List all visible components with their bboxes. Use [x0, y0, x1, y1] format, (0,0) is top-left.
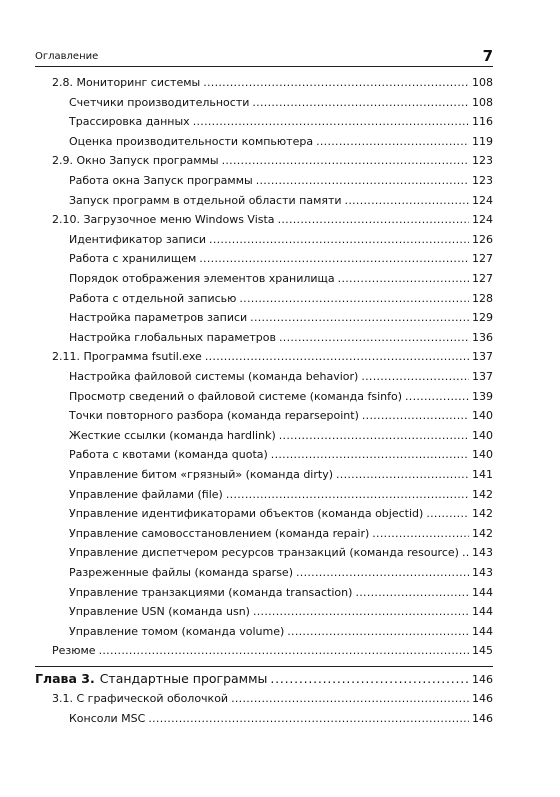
toc-entry-page: 124	[472, 213, 493, 227]
toc-entry-title: Управление диспетчером ресурсов транзакций (команда resource)	[69, 546, 459, 560]
toc-dot-leader	[252, 96, 469, 109]
toc-dot-leader	[279, 429, 469, 442]
toc-entry-page: 127	[472, 252, 493, 266]
toc-dot-leader	[203, 76, 469, 89]
toc-entry-title: Консоли MSC	[69, 711, 146, 725]
toc-entry-page: 129	[472, 311, 493, 325]
toc-entry[interactable]	[69, 712, 493, 732]
toc-entry[interactable]	[69, 507, 493, 527]
toc-entry[interactable]	[69, 252, 493, 272]
toc-dot-leader	[270, 671, 469, 686]
toc-entry[interactable]	[69, 233, 493, 253]
toc-entry[interactable]	[69, 135, 493, 155]
toc-entry-title: Настройка параметров записи	[69, 311, 248, 325]
toc-entry-title: Разреженные файлы (команда sparse)	[69, 566, 293, 579]
toc-entry-page: 144	[472, 585, 493, 599]
toc-entry[interactable]	[52, 154, 493, 174]
toc-entry-page: 136	[472, 330, 493, 344]
toc-entry-page: 126	[472, 232, 493, 246]
toc-entry-title: Просмотр сведений о файловой системе (команда fsinfo)	[69, 389, 402, 403]
toc-dot-leader	[253, 605, 469, 618]
toc-dot-leader	[239, 292, 469, 305]
toc-entry[interactable]	[69, 625, 493, 645]
toc-entry-page: 139	[472, 389, 493, 403]
toc-entry-title: 2.9. Окно Запуск программы	[52, 154, 219, 168]
toc-entry[interactable]	[52, 644, 493, 664]
toc-entry-title: Управление самовосстановлением (команда repair)	[69, 526, 370, 540]
toc-entry[interactable]	[69, 488, 493, 508]
toc-dot-leader	[287, 625, 469, 638]
toc-dot-leader	[405, 390, 469, 403]
toc-entry-page: 141	[472, 468, 493, 481]
toc-entry-page: 140	[472, 428, 493, 442]
toc-entry-title: Работа с квотами (команда quota)	[69, 448, 268, 462]
toc-entry-page: 140	[472, 448, 493, 462]
toc-entry-page: 140	[472, 409, 493, 423]
toc-dot-leader	[99, 644, 469, 657]
toc-entry-page: 146	[472, 692, 493, 705]
header-page-number: 7	[482, 47, 493, 65]
toc-entry[interactable]	[69, 409, 493, 429]
toc-dot-leader	[205, 350, 469, 363]
toc-dot-leader	[193, 115, 469, 128]
toc-entry[interactable]	[69, 605, 493, 625]
toc-entry-title: Счетчики производительности	[69, 95, 250, 109]
toc-entry-title: Жесткие ссылки (команда hardlink)	[69, 428, 276, 442]
toc-entry[interactable]	[69, 527, 493, 547]
toc-entry[interactable]	[69, 311, 493, 331]
toc-entry-title: Точки повторного разбора (команда reparsepoint)	[69, 409, 359, 423]
toc-entry-title: 3.1. С графической оболочкой	[52, 692, 229, 705]
chapter-title: Стандартные программы	[99, 671, 268, 686]
toc-entry[interactable]	[69, 272, 493, 292]
toc-entry-page: 116	[472, 115, 493, 129]
toc-entry-title: Управление идентификаторами объектов (команда objectid)	[69, 507, 424, 521]
toc-entry-title: Управление битом «грязный» (команда dirty)	[69, 468, 333, 481]
toc-dot-leader	[209, 233, 469, 246]
toc-dot-leader	[462, 546, 469, 559]
toc-entry-title: Работа с отдельной записью	[69, 291, 237, 305]
toc-entry[interactable]	[69, 468, 493, 488]
toc-dot-leader	[338, 272, 469, 285]
toc-entry-title: Настройка глобальных параметров	[69, 330, 276, 344]
toc-entry-page: 143	[472, 566, 493, 579]
toc-entry[interactable]	[69, 448, 493, 468]
toc-entry[interactable]	[69, 390, 493, 410]
toc-entry[interactable]	[52, 76, 493, 96]
toc-entry-page: 143	[472, 546, 493, 560]
toc-entry[interactable]	[69, 292, 493, 312]
toc-entry-page: 123	[472, 154, 493, 168]
toc-entry[interactable]	[69, 566, 493, 586]
toc-entry-page: 124	[472, 193, 493, 207]
toc-entry-page: 146	[472, 711, 493, 725]
toc-entry-page: 108	[472, 76, 493, 89]
toc-dot-leader	[355, 586, 469, 599]
chapter-page: 146	[472, 673, 493, 686]
toc-dot-leader	[199, 252, 469, 265]
toc-entry-title: Управление томом (команда volume)	[69, 624, 285, 638]
toc-dot-leader	[256, 174, 469, 187]
toc-entry-title: Управление файлами (file)	[69, 487, 223, 501]
toc-chapter-entry[interactable]	[35, 671, 493, 691]
toc-entry[interactable]	[69, 174, 493, 194]
toc-entry-page: 142	[472, 526, 493, 540]
toc-dot-leader	[296, 566, 469, 579]
toc-entry-title: Порядок отображения элементов хранилища	[69, 272, 335, 285]
toc-entry-title: Трассировка данных	[69, 115, 190, 129]
toc-entry-page: 142	[472, 487, 493, 501]
toc-dot-leader	[271, 448, 469, 461]
toc-entry-title: Управление транзакциями (команда transaction)	[69, 585, 353, 599]
toc-entry[interactable]	[52, 692, 493, 712]
toc-entry-page: 137	[472, 370, 493, 383]
toc-entry[interactable]	[69, 194, 493, 214]
toc-dot-leader	[226, 488, 469, 501]
page-header	[35, 44, 493, 67]
toc-entry[interactable]	[69, 331, 493, 351]
chapter-label: Глава 3.	[35, 671, 95, 686]
toc-entry-title: Настройка файловой системы (команда behavior)	[69, 370, 359, 383]
toc-entry-title: Управление USN (команда usn)	[69, 605, 250, 619]
toc-dot-leader	[250, 311, 469, 324]
toc-entry-page: 128	[472, 291, 493, 305]
toc-dot-leader	[279, 331, 469, 344]
toc-entry[interactable]	[69, 115, 493, 135]
toc-entry-title: Идентификатор записи	[69, 232, 207, 246]
toc-entry[interactable]	[69, 370, 493, 390]
toc-entry-page: 108	[472, 95, 493, 109]
toc-dot-leader	[231, 692, 469, 705]
toc-entry[interactable]	[69, 96, 493, 116]
toc-dot-leader	[278, 213, 469, 226]
toc-entry-page: 123	[472, 174, 493, 187]
toc-entry-page: 142	[472, 507, 493, 521]
toc-dot-leader	[426, 507, 469, 520]
toc-entry-title: Резюме	[52, 644, 96, 658]
toc-dot-leader	[148, 712, 469, 725]
toc-entry-title: 2.10. Загрузочное меню Windows Vista	[52, 213, 275, 227]
toc-entry[interactable]	[69, 586, 493, 606]
header-title: Оглавление	[35, 51, 99, 62]
toc-dot-leader	[361, 370, 469, 383]
toc-entry-page: 144	[472, 624, 493, 638]
toc-dot-leader	[222, 154, 469, 167]
toc-entry-page: 127	[472, 272, 493, 285]
toc-entry[interactable]	[69, 546, 493, 566]
toc-entry[interactable]	[52, 350, 493, 370]
toc-entry-page: 137	[472, 350, 493, 364]
toc-entry-title: Работа окна Запуск программы	[69, 174, 253, 187]
toc-entry-title: 2.11. Программа fsutil.exe	[52, 350, 202, 364]
toc-entry-title: 2.8. Мониторинг системы	[52, 76, 201, 89]
chapter-separator	[35, 666, 493, 667]
toc-entry[interactable]	[69, 429, 493, 449]
toc-dot-leader	[316, 135, 469, 148]
toc-dot-leader	[345, 194, 469, 207]
toc-dot-leader	[372, 527, 469, 540]
toc-entry[interactable]	[52, 213, 493, 233]
toc-entry-title: Запуск программ в отдельной области памяти	[69, 193, 342, 207]
toc-dot-leader	[336, 468, 469, 481]
toc-entry-title: Работа с хранилищем	[69, 252, 197, 266]
toc-dot-leader	[362, 409, 469, 422]
toc-entry-page: 144	[472, 605, 493, 619]
toc-entry-title: Оценка производительности компьютера	[69, 134, 314, 148]
toc-entry-page: 119	[472, 134, 493, 148]
toc-entry-page: 145	[472, 644, 493, 658]
